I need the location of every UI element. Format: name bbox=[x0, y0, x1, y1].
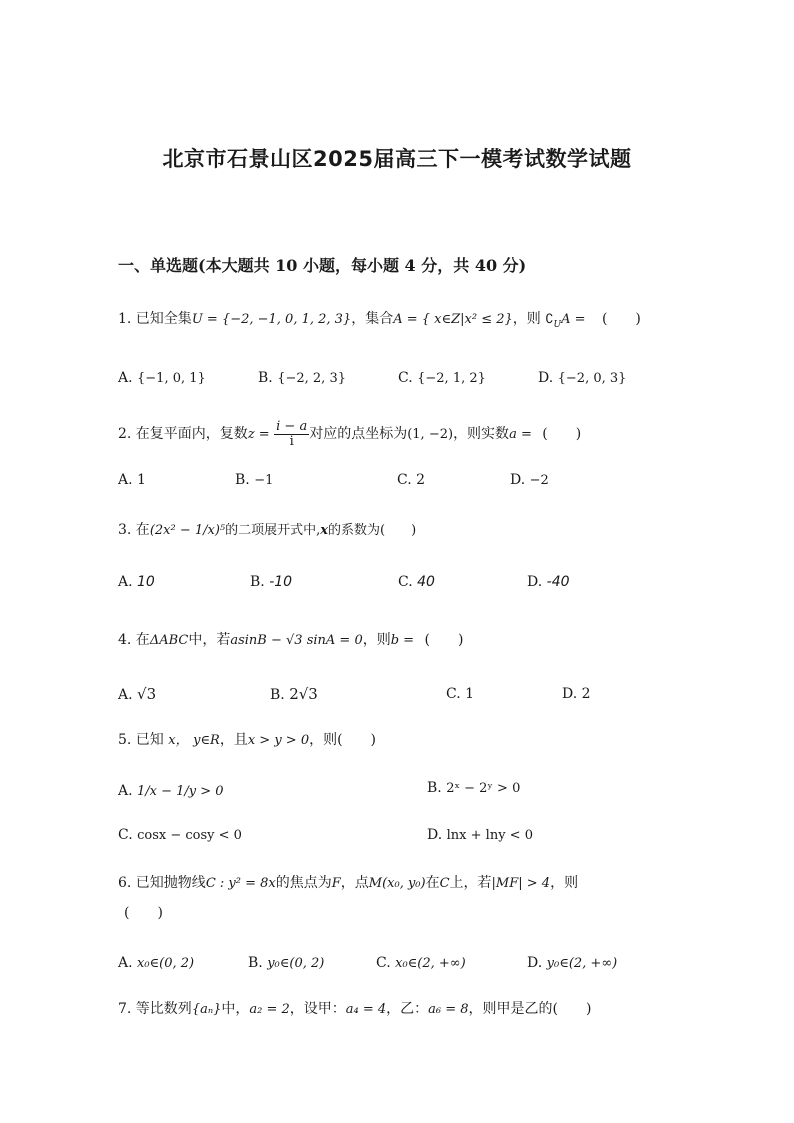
question-2: 2. 在复平面内，复数z = $\frac{i - a}{i}$ 对应的点坐标为(1, −2)，则实数a = ( ) bbox=[118, 418, 582, 449]
q3-option-b: B. -10 bbox=[250, 574, 293, 590]
q3-option-d: D. -40 bbox=[527, 574, 570, 590]
q6-option-d: D. y₀∈(2, +∞) bbox=[527, 955, 618, 971]
q2-option-a: A. 1 bbox=[118, 472, 146, 488]
q5-option-b: B. 2ˣ − 2ʸ > 0 bbox=[427, 780, 521, 796]
q3-option-a: A. 10 bbox=[118, 574, 155, 590]
fraction: $\frac{i - a}{i}$ bbox=[276, 418, 308, 449]
q4-option-c: C. 1 bbox=[446, 686, 475, 702]
q1-option-b: B. {−2, 2, 3} bbox=[258, 370, 346, 386]
q3-option-c: C. 40 bbox=[398, 574, 435, 590]
q4-option-d: D. 2 bbox=[562, 686, 591, 702]
q6-option-c: C. x₀∈(2, +∞) bbox=[376, 955, 466, 971]
question-6: 6. 已知抛物线C : y² = 8x的焦点为F，点M(x₀, y₀)在C上，若|MF| > 4，则 bbox=[118, 875, 579, 891]
q1-option-d: D. {−2, 0, 3} bbox=[538, 370, 627, 386]
question-7: 7. 等比数列{aₙ}中，a₂ = 2，设甲：a₄ = 4，乙：a₆ = 8，则甲是乙的( ) bbox=[118, 1001, 592, 1017]
q4-option-a: A. √3 bbox=[118, 685, 157, 703]
q1-option-c: C. {−2, 1, 2} bbox=[398, 370, 486, 386]
q5-option-a: A. 1/x − 1/y > 0 bbox=[118, 783, 224, 799]
q2-option-d: D. −2 bbox=[510, 472, 549, 488]
section-heading: 一、单选题(本大题共 10 小题，每小题 4 分，共 40 分) bbox=[118, 256, 527, 275]
q2-option-c: C. 2 bbox=[397, 472, 426, 488]
page-title: 北京市石景山区2025届高三下一模考试数学试题 bbox=[162, 147, 632, 171]
q2-option-b: B. −1 bbox=[235, 472, 274, 488]
q6-answer-paren: ( ) bbox=[124, 905, 163, 921]
question-1: 1. 已知全集U = {−2, −1, 0, 1, 2, 3}，集合A = { x∈Z|x² ≤ 2}，则 $∁_UA$ = ( ) bbox=[118, 311, 641, 330]
q4-option-b: B. 2√3 bbox=[270, 685, 318, 703]
q1-option-a: A. {−1, 0, 1} bbox=[118, 370, 206, 386]
question-4: 4. 在ΔABC中，若asinB − √3 sinA = 0，则b = ( ) bbox=[118, 632, 464, 648]
question-3: 3. 在(2x² − 1/x)⁵的二项展开式中,x的系数为( ) bbox=[118, 522, 417, 538]
q5-option-c: C. cosx − cosy < 0 bbox=[118, 827, 242, 843]
question-5: 5. 已知 x， y∈R，且x > y > 0，则( ) bbox=[118, 732, 377, 748]
q6-option-b: B. y₀∈(0, 2) bbox=[248, 955, 325, 971]
q6-option-a: A. x₀∈(0, 2) bbox=[118, 955, 195, 971]
q5-option-d: D. lnx + lny < 0 bbox=[427, 827, 533, 843]
